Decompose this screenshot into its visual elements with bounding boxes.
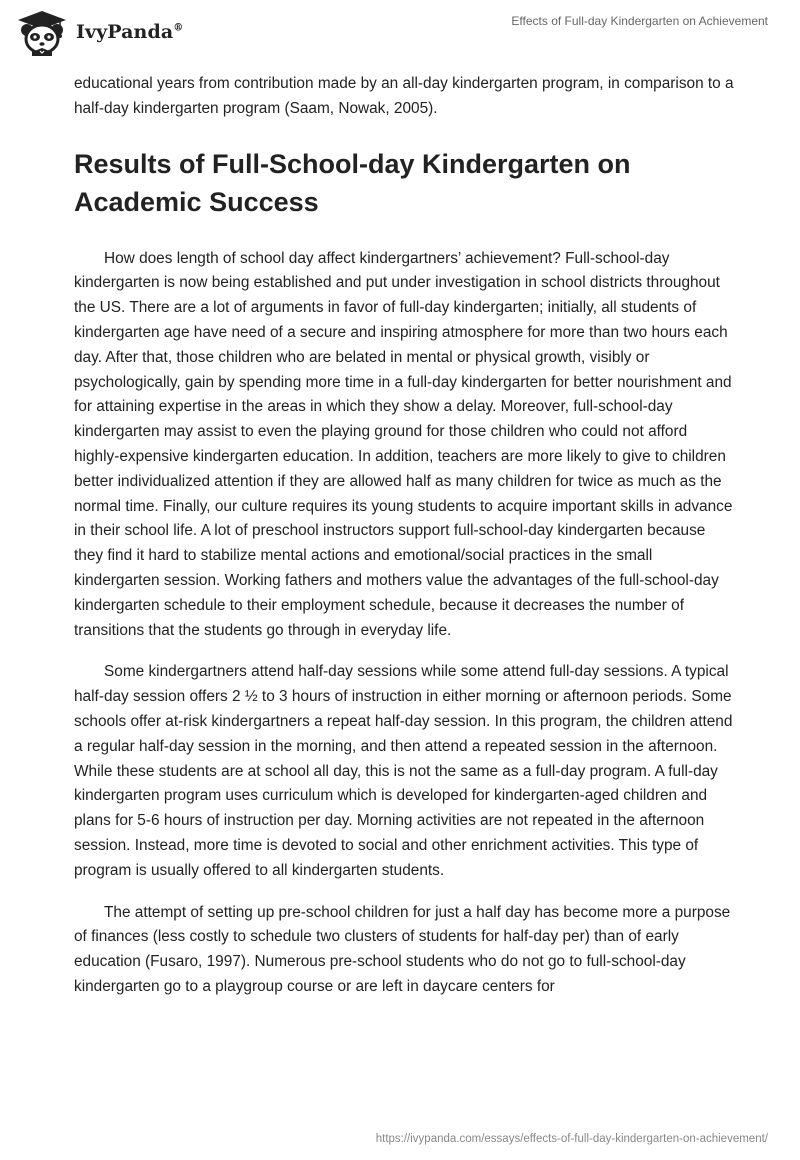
essay-content: [74, 72, 734, 1017]
panda-graduate-icon: [14, 8, 70, 56]
source-url[interactable]: https://ivypanda.com/essays/effects-of-full-day-kindergarten-on-achievement/: [375, 1133, 768, 1145]
brand-name: IvyPanda®: [76, 21, 184, 43]
section-heading: Results of Full-School-day Kindergarten on Academic Success: [74, 148, 631, 217]
body-paragraph-3: The attempt of setting up pre-school children for just a half day has become more a purpose of finances (less costly to schedule two clusters of students for half-day per) than of early education (Fusaro, 1997). Numerous pre-school students who do not go to full-school-day kindergarten go to a playgroup course or are left in daycare centers for: [74, 903, 731, 995]
document-title: Effects of Full-day Kindergarten on Achievement: [511, 14, 768, 28]
body-paragraph-2: Some kindergartners attend half-day sessions while some attend full-day sessions. A typical half-day session offers 2 ½ to 3 hours of instruction in either morning or afternoon periods. Some schools offer at-risk kindergartners a repeat half-day session. In this program, the children attend a regular half-day session in the morning, and then attend a repeated session in the afternoon. While these students are at school all day, this is not the same as a full-day program. A full-day kindergarten program uses curriculum which is developed for kindergarten-aged children and plans for 5-6 hours of instruction per day. Morning activities are not repeated in the afternoon session. Instead, more time is devoted to social and other enrichment activities. This type of program is usually offered to all kindergarten students.: [74, 663, 733, 879]
page-header: [0, 0, 800, 60]
ivypanda-logo[interactable]: [14, 8, 183, 56]
registered-mark: ®: [173, 22, 184, 34]
body-paragraph-1: How does length of school day affect kindergartners’ achievement? Full-school-day kindergarten is now being established and put under investigation in school districts throughout the US. There are a lot of arguments in favor of full-day kindergarten; initially, all students of kindergarten age have need of a secure and inspiring atmosphere for more than two hours each day. After that, those children who are belated in mental or physical growth, visibly or psychologically, gain by spending more time in a full-day kindergarten for better nourishment and for attaining expertise in the areas in which they show a delay. Moreover, full-school-day kindergarten may assist to even the playing ground for those children who could not afford highly-expensive kindergarten education. In addition, teachers are more likely to give to children better individualized attention if they are allowed half as many children for twice as much as the normal time. Finally, our culture requires its young students to acquire important skills in advance in their school life. A lot of preschool instructors support full-school-day kindergarten because they find it hard to stabilize mental actions and emotional/social practices in the small kindergarten session. Working fathers and mothers value the advantages of the full-school-day kindergarten schedule to their employment schedule, because it decreases the number of transitions that the students go through in everyday life.: [74, 249, 733, 639]
intro-paragraph: educational years from contribution made by an all-day kindergarten program, in comparison to a half-day kindergarten program (Saam, Nowak, 2005).: [74, 75, 734, 117]
